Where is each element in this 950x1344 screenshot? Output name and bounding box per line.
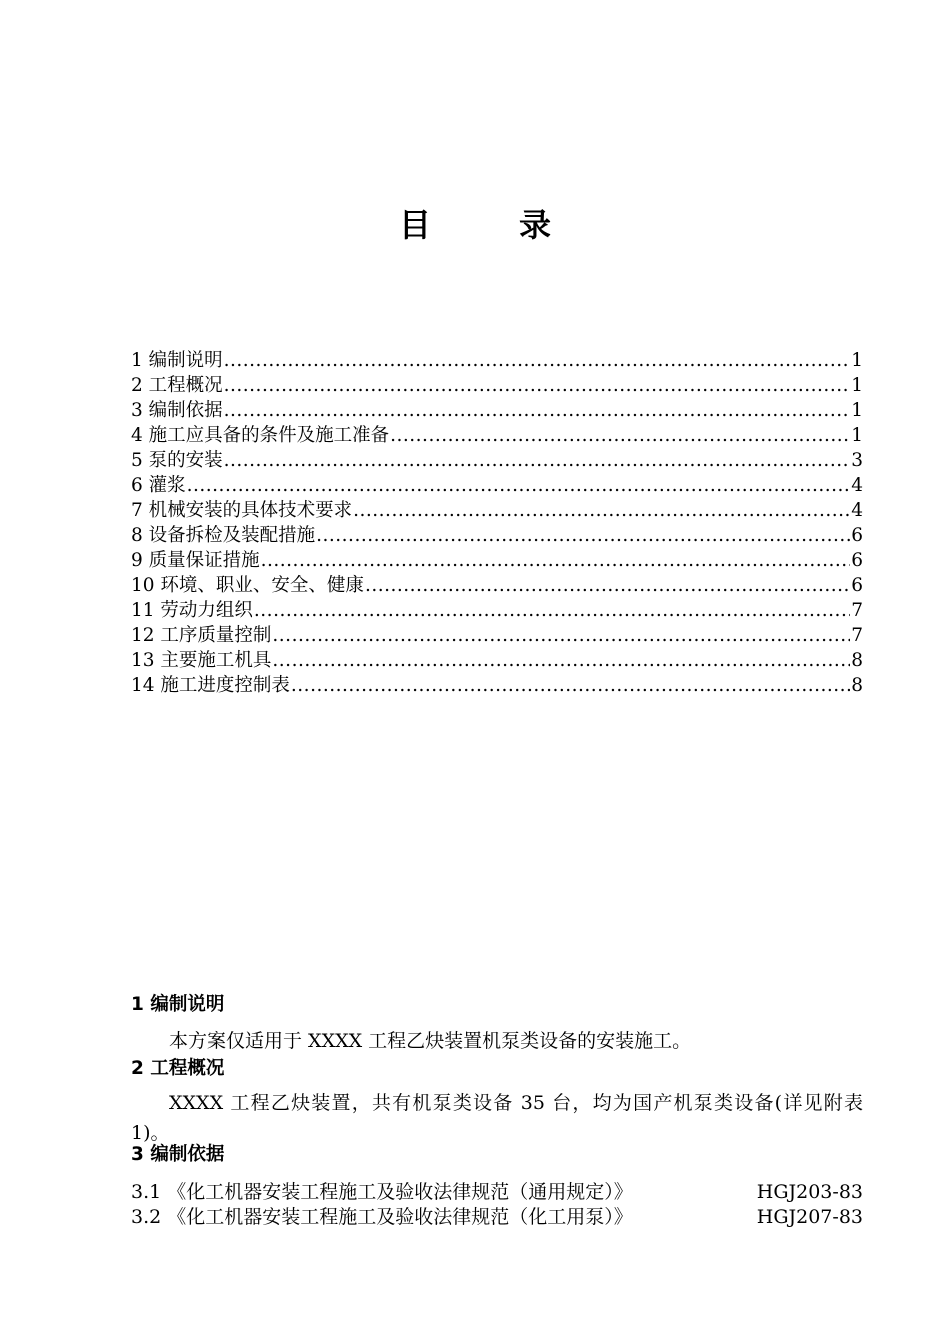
reference-item — [131, 1205, 863, 1230]
toc-leader-dots — [254, 598, 850, 623]
toc-entry-page: 1 — [851, 400, 863, 421]
toc-entry[interactable] — [131, 673, 863, 698]
toc-leader-dots — [272, 623, 850, 648]
toc-entry-page: 1 — [851, 425, 863, 446]
reference-list — [131, 1180, 863, 1230]
toc-entry-label: 11 劳动力组织 — [131, 600, 253, 621]
toc-entry-page: 3 — [851, 450, 863, 471]
reference-code: HGJ203-83 — [756, 1181, 863, 1203]
reference-code: HGJ207-83 — [756, 1206, 863, 1228]
toc-entry-label: 12 工序质量控制 — [131, 625, 272, 646]
reference-title: 3.1 《化工机器安装工程施工及验收法律规范（通用规定）》 — [131, 1181, 633, 1203]
toc-entry-label: 10 环境、职业、安全、健康 — [131, 575, 364, 596]
toc-leader-dots — [187, 473, 851, 498]
toc-entry-label: 1 编制说明 — [131, 350, 223, 371]
toc-entry[interactable] — [131, 623, 863, 648]
toc-leader-dots — [365, 573, 850, 598]
table-of-contents — [131, 348, 863, 698]
toc-entry-page: 6 — [851, 525, 863, 546]
section-3-heading: 3 编制依据 — [131, 1144, 225, 1165]
toc-entry-page: 7 — [851, 625, 863, 646]
toc-leader-dots — [224, 398, 851, 423]
toc-entry[interactable] — [131, 423, 863, 448]
section-1 — [131, 990, 863, 1016]
toc-entry-label: 9 质量保证措施 — [131, 550, 260, 571]
section-3 — [131, 1140, 863, 1166]
toc-leader-dots — [261, 548, 851, 573]
toc-leader-dots — [353, 498, 850, 523]
toc-entry[interactable] — [131, 448, 863, 473]
toc-entry-page: 6 — [851, 575, 863, 596]
toc-entry-label: 5 泵的安装 — [131, 450, 223, 471]
toc-entry[interactable] — [131, 498, 863, 523]
toc-entry-page: 7 — [851, 600, 863, 621]
toc-entry-page: 1 — [851, 375, 863, 396]
toc-entry[interactable] — [131, 373, 863, 398]
toc-leader-dots — [224, 448, 851, 473]
toc-entry[interactable] — [131, 398, 863, 423]
toc-leader-dots — [316, 523, 850, 548]
section-1-body — [131, 1026, 863, 1056]
toc-entry-page: 6 — [851, 550, 863, 571]
toc-entry[interactable] — [131, 523, 863, 548]
toc-entry-label: 14 施工进度控制表 — [131, 675, 290, 696]
toc-leader-dots — [390, 423, 850, 448]
toc-entry-page: 1 — [851, 350, 863, 371]
toc-entry[interactable] — [131, 598, 863, 623]
toc-entry-label: 6 灌浆 — [131, 475, 186, 496]
toc-entry-label: 8 设备拆检及装配措施 — [131, 525, 316, 546]
toc-entry-label: 13 主要施工机具 — [131, 650, 272, 671]
toc-entry[interactable] — [131, 348, 863, 373]
section-2-body — [131, 1088, 863, 1148]
toc-entry[interactable] — [131, 548, 863, 573]
section-1-paragraph: 本方案仅适用于 XXXX 工程乙炔装置机泵类设备的安装施工。 — [169, 1030, 692, 1052]
toc-entry-page: 8 — [851, 650, 863, 671]
toc-leader-dots — [291, 673, 850, 698]
toc-entry-page: 4 — [851, 475, 863, 496]
toc-entry-label: 3 编制依据 — [131, 400, 223, 421]
document-title: 目 录 — [398, 206, 579, 244]
toc-entry-label: 4 施工应具备的条件及施工准备 — [131, 425, 390, 446]
section-2-heading: 2 工程概况 — [131, 1058, 225, 1079]
toc-entry-page: 8 — [851, 675, 863, 696]
toc-entry[interactable] — [131, 573, 863, 598]
toc-entry-label: 7 机械安装的具体技术要求 — [131, 500, 353, 521]
reference-title: 3.2 《化工机器安装工程施工及验收法律规范（化工用泵）》 — [131, 1206, 633, 1228]
toc-entry[interactable] — [131, 473, 863, 498]
toc-leader-dots — [272, 648, 850, 673]
toc-entry-page: 4 — [851, 500, 863, 521]
section-2-paragraph: XXXX 工程乙炔装置，共有机泵类设备 35 台，均为国产机泵类设备(详见附表 1)。 — [131, 1092, 863, 1144]
reference-item — [131, 1180, 863, 1205]
section-2 — [131, 1054, 863, 1080]
toc-entry[interactable] — [131, 648, 863, 673]
toc-entry-label: 2 工程概况 — [131, 375, 223, 396]
section-1-heading: 1 编制说明 — [131, 994, 225, 1015]
toc-leader-dots — [224, 373, 851, 398]
toc-leader-dots — [224, 348, 851, 373]
